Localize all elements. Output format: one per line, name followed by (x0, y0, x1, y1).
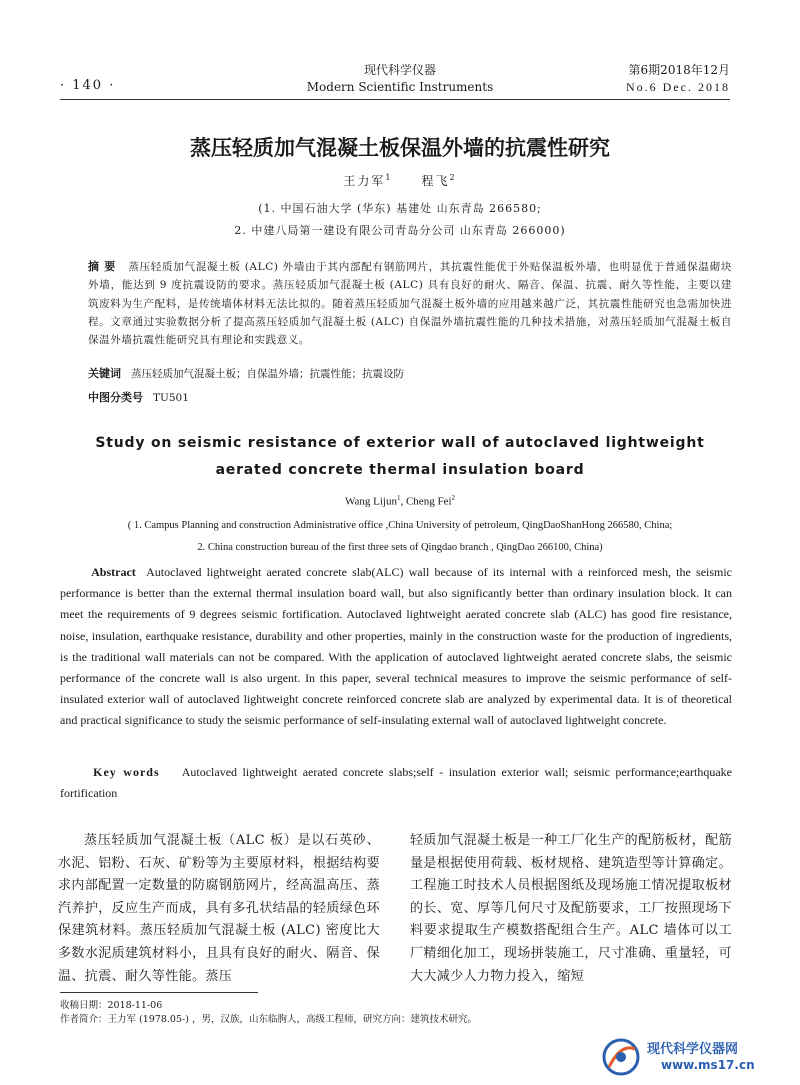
page-number: · 140 · (60, 78, 116, 93)
affiliation-line: 2. China construction bureau of the first three sets of Qingdao branch , QingDao 266100, China) (197, 542, 603, 553)
journal-name-en: Modern Scientific Instruments (306, 80, 494, 94)
article-title-en: Study on seismic resistance of exterior wall of autoclaved lightweight aerated concrete thermal insulation board (95, 435, 705, 478)
author-name: 程飞 (421, 174, 450, 188)
affiliation-line: (1. 中国石油大学 (华东) 基建处 山东青岛 266580; (258, 202, 542, 215)
classification (88, 389, 189, 405)
abstract-cn-text: 蒸压轻质加气混凝土板 (ALC) 外墙由于其内部配有钢筋网片，其抗震性能优于外贴保温板外墙，也明显优于普通保温砌块外墙，能达到 9 度抗震设防的要求。蒸压轻质加气混凝土板 (ALC) 具有良好的耐火、隔音、保温、抗震、耐久等性能，主要以建筑废料为生产配料，是传统墙体材料无法比拟的。随着蒸压轻质加气混凝土板外墙的应用越来越广泛，其抗震性能研究也急需加快进程。文章通过实验数据分析了提高蒸压轻质加气混凝土板 (ALC) 自保温外墙抗震性能的几种技术措施，对蒸压轻质加气混凝土板自保温外墙抗震性能研究具有理论和实践意义。 (88, 261, 732, 347)
body-column-right: 轻质加气混凝土板是一种工厂化生产的配筋板材，配筋量是根据使用荷载、板材规格、建筑造型等计算确定。工程施工时技术人员根据图纸及现场施工情况提取板材的长、宽、厚等几何尺寸及配筋要求，工厂按照现场下料要求提取生产模数搭配组合生产。ALC 墙体可以工厂精细化加工，现场拼装施工，尺寸准确、重量轻，可大大减少人力物力投入，缩短 (410, 833, 732, 984)
watermark-url: www.ms17.cn (661, 1058, 755, 1072)
header-rule (60, 99, 730, 100)
affiliation-line: ( 1. Campus Planning and construction Administrative office ,China University of petroleum, QingDaoShanHong 266580, China; (127, 520, 673, 531)
affiliations-cn (0, 198, 800, 242)
keywords-cn-text: 蒸压轻质加气混凝土板；自保温外墙；抗震性能；抗震设防 (131, 368, 405, 380)
abstract-en-text: Autoclaved lightweight aerated concrete slab(ALC) wall because of its internal with a reinforced mesh, the seismic performance is better than the external thermal insulation board wall, but also significantly better than ordinary insulation block. It can meet the requirements of 9 degrees seismic fortification. Autoclaved lightweight aerated concrete slab (ALC) has good fire resistance, noise, insulation, earthquake resistance, durability and other properties, mainly in the construction waste for the production of ingredients, is the traditional wall materials can not be compared. With the application of autoclaved lightweight aerated concrete slabs, the seismic performance of the concrete wall is also urgent. In this paper, several technical measures to improve the seismic performance of self-insulated exterior wall of autoclaved lightweight concrete reinforced concrete slab are analyzed by experimental data. It is of theoretical and practical significance to study the seismic performance of self-insulating external wall of autoclaved lightweight concrete. (60, 565, 733, 728)
issue-cn: 第6期2018年12月 (628, 63, 730, 77)
author-separator: , (400, 495, 406, 508)
abstract-en (60, 562, 732, 732)
watermark-name: 现代科学仪器网 (647, 1042, 739, 1057)
keywords-en-text: Autoclaved lightweight aerated concrete slabs;self - insulation exterior wall; seismic performance;earthquake fortification (60, 765, 733, 801)
authors-cn (0, 172, 800, 189)
footnote-rule (60, 992, 258, 993)
author-name: 王力军 (343, 174, 386, 188)
classification-label: 中图分类号 (88, 391, 143, 404)
affiliation-mark: 1 (396, 494, 401, 502)
author-name: Wang Lijun (345, 495, 397, 508)
journal-name-cn: 现代科学仪器 (363, 63, 436, 77)
abstract-cn-label: 摘 要 (88, 260, 117, 273)
affiliation-line: 2. 中建八局第一建设有限公司青岛分公司 山东青岛 266000) (234, 224, 566, 237)
journal-header (250, 62, 550, 96)
site-watermark (601, 1037, 786, 1079)
affiliation-mark: 2 (449, 173, 457, 182)
abstract-cn (88, 258, 732, 349)
article-title-cn: 蒸压轻质加气混凝土板保温外墙的抗震性研究 (190, 135, 610, 160)
author-name: Cheng Fei (405, 495, 452, 508)
watermark-logo-icon (601, 1037, 641, 1077)
abstract-en-label: Abstract (91, 565, 136, 579)
keywords-cn-label: 关键词 (88, 367, 121, 380)
footnote-author-bio: 作者简介：王力军 (1978.05-) ，男，汉族，山东临朐人，高级工程师，研究方向：建筑技术研究。 (60, 1014, 477, 1025)
classification-value: TU501 (153, 392, 189, 404)
issue-info (626, 62, 730, 96)
keywords-en-label: Key words (93, 765, 160, 779)
affiliation-mark: 1 (385, 173, 393, 182)
authors-en (0, 494, 800, 508)
affiliation-mark: 2 (451, 494, 455, 502)
issue-en: No.6 Dec. 2018 (626, 80, 730, 94)
keywords-cn (88, 365, 404, 381)
body-column-left: 蒸压轻质加气混凝土板（ALC 板）是以石英砂、水泥、铝粉、石灰、矿粉等为主要原材料，根据结构要求内部配置一定数量的防腐钢筋网片，经高温高压、蒸汽养护，反应生产而成，具有多孔状结晶的轻质绿色环保建筑材料。蒸压轻质加气混凝土板 (ALC) 密度比大多数水泥质建筑材料小，且具有良好的耐火、隔音、保温、抗震、耐久等性能。蒸压 (58, 833, 380, 984)
keywords-en (60, 762, 732, 804)
footnote-received: 收稿日期：2018-11-06 (60, 1000, 163, 1011)
affiliations-en (50, 515, 750, 559)
